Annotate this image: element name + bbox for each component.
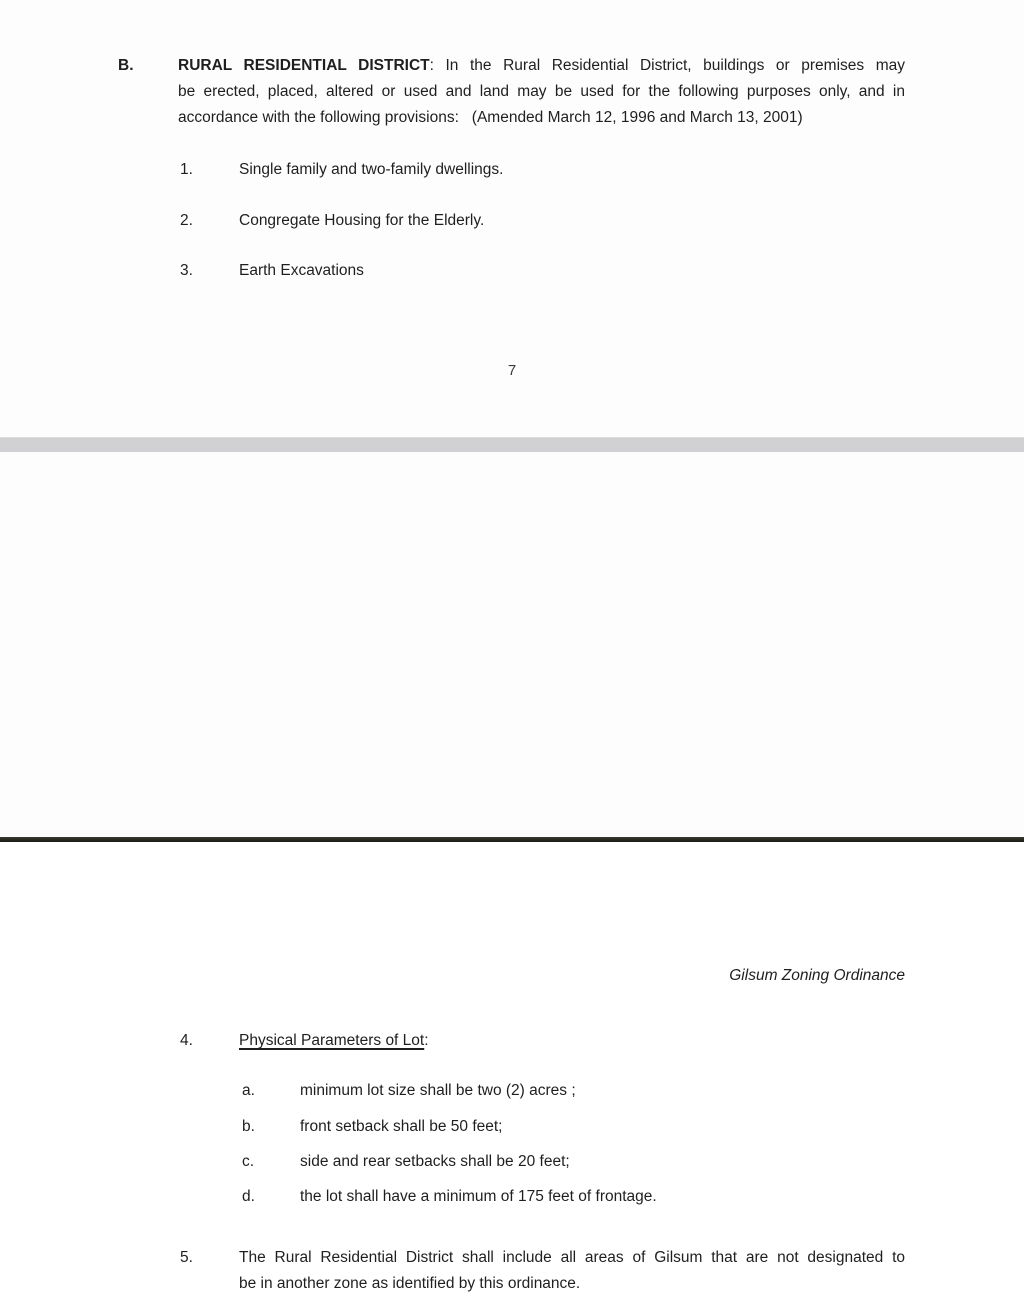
- sub-item-d: [242, 1184, 657, 1210]
- sub-item-b-text: front setback shall be 50 feet;: [300, 1118, 503, 1135]
- list-item-1-text: Single family and two-family dwellings.: [239, 161, 504, 178]
- list-item-5-line-1: The Rural Residential District shall include all areas of Gilsum that are not designated to: [239, 1249, 905, 1266]
- sub-item-d-letter: d.: [242, 1188, 255, 1205]
- sub-item-c-letter: c.: [242, 1153, 255, 1170]
- section-b-text: [178, 53, 905, 131]
- section-b-heading: RURAL RESIDENTIAL DISTRICT: [178, 57, 430, 74]
- list-item-3-number: 3.: [180, 262, 193, 279]
- section-b-line-2: be erected, placed, altered or used and land may be used for the following purposes only, and in: [178, 83, 905, 100]
- page-seven: [0, 0, 1024, 437]
- sub-item-c-text: side and rear setbacks shall be 20 feet;: [300, 1153, 570, 1170]
- sub-item-a-letter: a.: [242, 1082, 255, 1099]
- list-item-4-colon: :: [424, 1032, 429, 1049]
- list-item-4-title: Physical Parameters of Lot: [239, 1032, 425, 1049]
- list-item-5-number: 5.: [180, 1249, 193, 1266]
- list-item-1-number: 1.: [180, 161, 193, 178]
- page-eight: [0, 452, 1024, 1292]
- list-item-5: [180, 1245, 905, 1297]
- list-item-1: [180, 157, 503, 183]
- list-item-3: [180, 258, 364, 284]
- sub-item-c: [242, 1149, 570, 1175]
- section-b-line-1-rest: : In the Rural Residential District, buildings or premises may: [429, 57, 905, 74]
- page-number: 7: [507, 362, 517, 379]
- list-item-2-number: 2.: [180, 212, 193, 229]
- sub-item-a: [242, 1078, 576, 1104]
- section-b-line-3: accordance with the following provisions: (Amended March 12, 1996 and March 13, 2001): [178, 109, 803, 126]
- section-b-line-1: [178, 53, 905, 79]
- list-item-5-line-2: be in another zone as identified by this ordinance.: [239, 1275, 581, 1292]
- running-header: Gilsum Zoning Ordinance: [729, 967, 905, 984]
- list-item-4: [180, 1028, 429, 1054]
- list-item-2: [180, 208, 484, 234]
- sub-item-a-text: minimum lot size shall be two (2) acres ;: [300, 1082, 576, 1099]
- list-item-4-number: 4.: [180, 1032, 193, 1049]
- viewport-bottom-edge-bar: [0, 837, 1024, 842]
- list-item-3-text: Earth Excavations: [239, 262, 364, 279]
- page-separator: [0, 437, 1024, 453]
- sub-item-b: [242, 1114, 502, 1140]
- section-b-paragraph: [118, 53, 905, 131]
- list-item-5-text: [239, 1245, 905, 1297]
- sub-item-d-text: the lot shall have a minimum of 175 feet of frontage.: [300, 1188, 657, 1205]
- sub-item-b-letter: b.: [242, 1118, 255, 1135]
- list-item-2-text: Congregate Housing for the Elderly.: [239, 212, 485, 229]
- list-item-4-heading: [239, 1028, 429, 1054]
- section-b-label: B.: [118, 57, 134, 74]
